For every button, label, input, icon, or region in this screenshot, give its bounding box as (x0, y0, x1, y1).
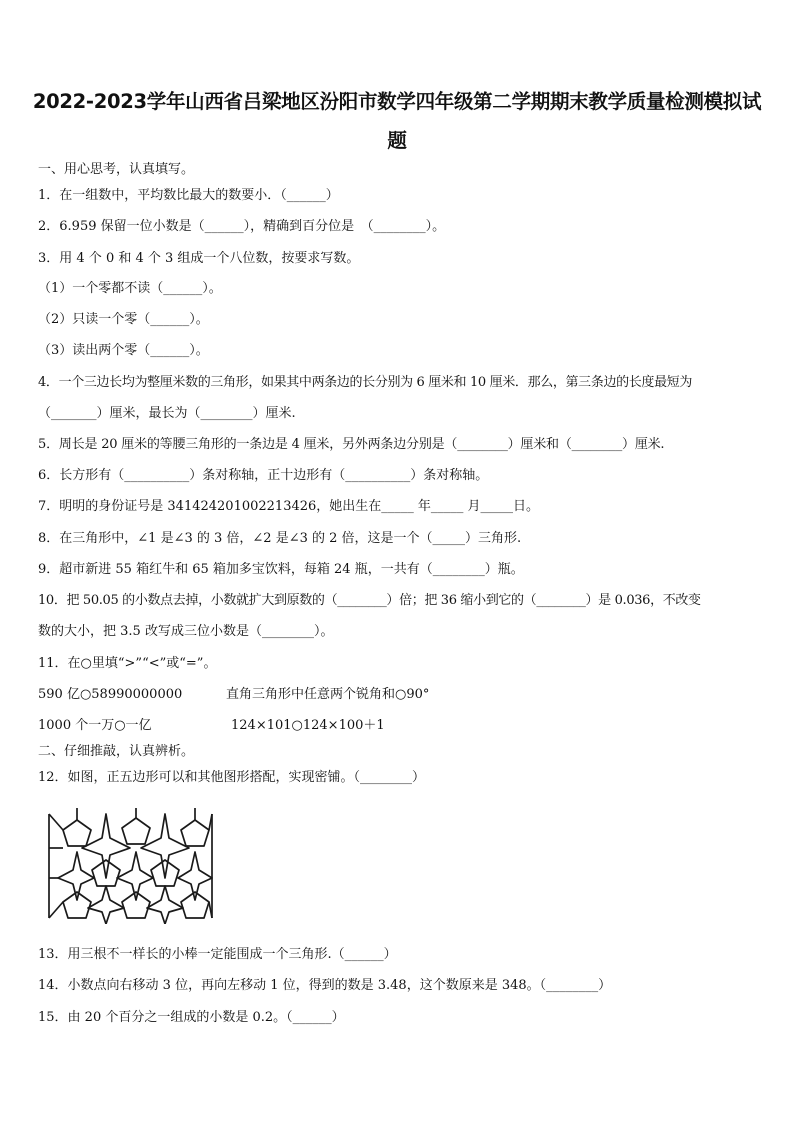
question-4-line-1: 4．一个三边长均为整厘米数的三角形，如果其中两条边的长分别为 6 厘米和 10 厘米．那么，第三条边的长度最短为 (38, 375, 693, 390)
question-13: 13．用三根不一样长的小棒一定能围成一个三角形.（______） (38, 947, 397, 962)
page-title-line-1: 2022-2023学年山西省吕梁地区汾阳市数学四年级第二学期期末教学质量检测模拟试 (32, 90, 762, 113)
question-11-item-4: 124×101○124×100＋1 (231, 718, 385, 733)
star-shape (141, 814, 189, 878)
pentagon-shape (181, 820, 209, 846)
star-shape (58, 852, 94, 900)
question-11: 11．在○里填“>”“<”或“=”。 (38, 656, 217, 671)
question-3-part-3: （3）读出两个零（______）。 (38, 343, 209, 358)
pentagon-star-tiling-figure (44, 808, 216, 924)
question-1: 1．在一组数中，平均数比最大的数要小．（______） (38, 188, 339, 203)
question-2: 2．6.959 保留一位小数是（______），精确到百分位是 （________）。 (38, 219, 446, 234)
question-8: 8．在三角形中，∠1 是∠3 的 3 倍，∠2 是∠3 的 2 倍，这是一个（_____）三角形. (38, 531, 522, 546)
question-3-part-1: （1）一个零都不读（______）。 (38, 281, 222, 296)
question-12: 12．如图，正五边形可以和其他图形搭配，实现密铺。（________） (38, 770, 426, 785)
question-9: 9．超市新进 55 箱红牛和 65 箱加多宝饮料，每箱 24 瓶，一共有（________）瓶。 (38, 562, 524, 577)
question-4-line-2: （_______）厘米，最长为（________）厘米. (38, 406, 296, 421)
question-10-line-1: 10．把 50.05 的小数点去掉，小数就扩大到原数的（________）倍；把 36 缩小到它的（________）是 0.036，不改变 (38, 593, 701, 608)
question-11-item-1: 590 亿○58990000000 (38, 687, 183, 702)
question-11-item-2: 直角三角形中任意两个锐角和○90° (226, 687, 430, 702)
question-3-part-2: （2）只读一个零（______）。 (38, 312, 209, 327)
question-10-line-2: 数的大小，把 3.5 改写成三位小数是（________）。 (38, 624, 334, 639)
page-title-line-2: 题 (387, 129, 407, 152)
question-5: 5．周长是 20 厘米的等腰三角形的一条边是 4 厘米，另外两条边分别是（________）厘米和（________）厘米. (38, 437, 665, 452)
section-heading-1: 一、用心思考，认真填写。 (38, 162, 195, 177)
pentagon-shape (122, 818, 150, 844)
question-6: 6．长方形有（__________）条对称轴，正十边形有（__________）条对称轴。 (38, 468, 489, 483)
pentagon-shape (63, 820, 91, 846)
pentagon-shape (151, 860, 179, 886)
question-3: 3．用 4 个 0 和 4 个 3 组成一个八位数，按要求写数。 (38, 251, 360, 266)
pentagon-shape (92, 860, 120, 886)
pentagon-shape (181, 892, 209, 918)
question-11-item-3: 1000 个一万○一亿 (38, 718, 152, 733)
star-shape (88, 886, 124, 924)
pentagon-shape (63, 892, 91, 918)
star-shape (82, 814, 130, 878)
star-shape (147, 886, 183, 924)
section-heading-2: 二、仔细推敲，认真辨析。 (38, 744, 195, 759)
question-15: 15．由 20 个百分之一组成的小数是 0.2。（______） (38, 1010, 345, 1025)
pentagon-shape (122, 892, 150, 918)
star-shape (117, 852, 153, 900)
question-14: 14．小数点向右移动 3 位，再向左移动 1 位，得到的数是 3.48，这个数原来是 348。（________） (38, 978, 612, 993)
question-7: 7．明明的身份证号是 341424201002213426，她出生在_____ 年_____ 月_____日。 (38, 499, 540, 514)
